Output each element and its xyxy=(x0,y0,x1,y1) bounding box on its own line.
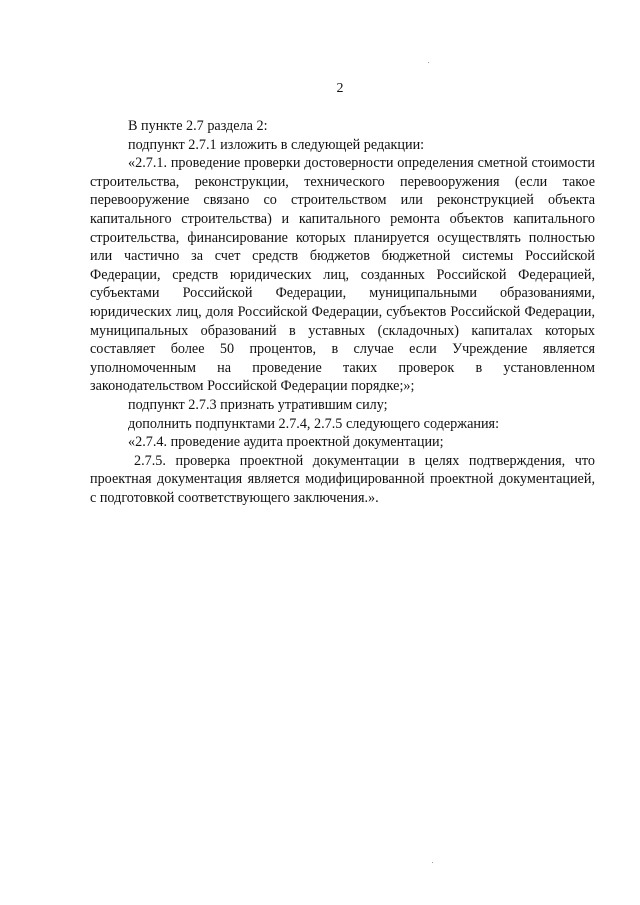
paragraph-subpoint-2-7-3: подпункт 2.7.3 признать утратившим силу; xyxy=(128,396,388,413)
paragraph-add-subpoints: дополнить подпунктами 2.7.4, 2.7.5 следующего содержания: xyxy=(128,415,500,432)
paragraph-subpoint-2-7-5: 2.7.5. проверка проектной документации в целях подтверждения, что проектная документация является модифицированной проектной документацией, с подготовкой соответствующего заключения.». xyxy=(90,452,595,506)
document-body xyxy=(90,117,595,507)
paragraph-section-intro: В пункте 2.7 раздела 2: xyxy=(128,118,268,134)
paragraph-subpoint-2-7-4: «2.7.4. проведение аудита проектной документации; xyxy=(128,434,444,451)
paragraph-subpoint-2-7-1-intro: подпункт 2.7.1 изложить в следующей редакции: xyxy=(128,136,425,153)
scan-speck xyxy=(432,862,433,863)
page-number: 2 xyxy=(336,81,344,96)
scan-speck xyxy=(428,62,429,63)
paragraph-subpoint-2-7-1-text: «2.7.1. проведение проверки достоверности определения сметной стоимости строительства, реконструкции, технического перевооружения (если такое перевооружение связано со строительством или реконструкцией объекта капитального строительства) и капитального ремонта объектов капитального строительства, финансирование которых планируется осуществлять полностью или частично за счет средств бюджетов бюджетной системы Российской Федерации, средств юридических лиц, созданных Российской Федерацией, субъектами Российской Федерации, муниципальными образованиями, юридических лиц, доля Российской Федерации, субъектов Российской Федерации, муниципальных образований в уставных (складочных) капиталах которых составляет более 50 процентов, в случае если Учреждение является уполномоченным на проведение таких проверок в установленном законодательством Российской Федерации порядке;»; xyxy=(90,155,595,395)
